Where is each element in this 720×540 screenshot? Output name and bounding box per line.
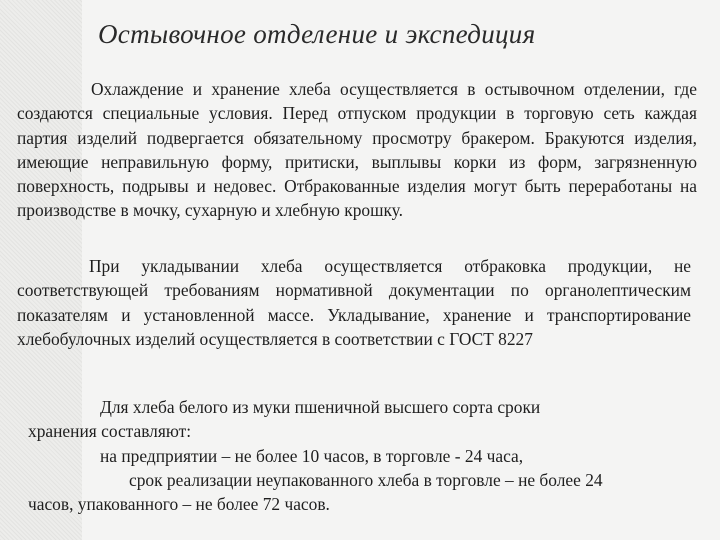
storage-terms-line: на предприятии – не более 10 часов, в торговле - 24 часа, [100, 445, 524, 466]
paragraph-storage-terms [28, 395, 668, 516]
storage-terms-line: срок реализации неупакованного хлеба в торговле – не более 24 [129, 469, 603, 490]
paragraph-cooling-storage: Охлаждение и хранение хлеба осуществляется в остывочном отделении, где создаются специальные условия. Перед отпуском продукции в торговую сеть каждая партия изделий подвергается обязательному просмотру бракером. Бракуются изделия, имеющие неправильную форму, притиски, выплывы корки из форм, загрязненную поверхность, подрывы и недовес. Отбракованные изделия могут быть переработаны на производстве в мочку, сухарную и хлебную крошку. [17, 79, 697, 221]
slide-title: Остывочное отделение и экспедиция [98, 19, 536, 49]
storage-terms-line: часов, упакованного – не более 72 часов. [28, 494, 330, 515]
storage-terms-line: хранения составляют: [28, 421, 192, 442]
storage-terms-line: Для хлеба белого из муки пшеничной высшего сорта сроки [100, 397, 541, 417]
paragraph-rejection: При укладывании хлеба осуществляется отбраковка продукции, не соответствующей требованиям нормативной документации по органолептическим показателям и установленной массе. Укладывание, хранение и транспортирование хлебобулочных изделий осуществляется в соответствии с ГОСТ 8227 [17, 256, 691, 349]
